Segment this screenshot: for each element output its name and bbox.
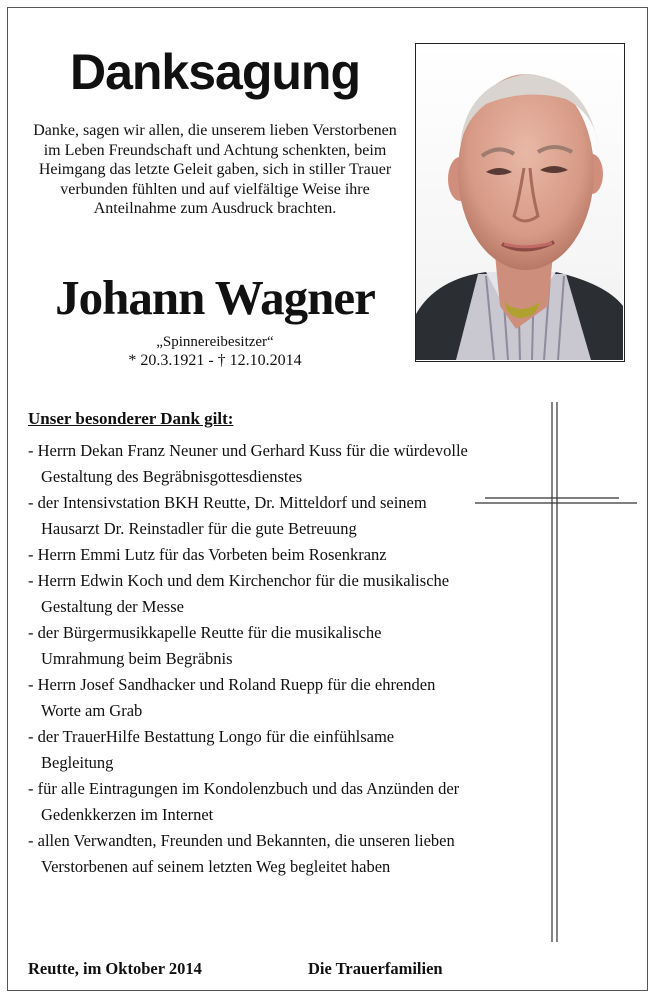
list-item: - Herrn Emmi Lutz für das Vorbeten beim Rosenkranz <box>28 542 468 568</box>
deceased-name: Johann Wagner <box>55 270 375 325</box>
thanks-list <box>28 438 468 880</box>
list-item: - Herrn Dekan Franz Neuner und Gerhard Kuss für die würdevolle Gestaltung des Begräbnisgottesdienstes <box>28 438 468 490</box>
list-item: - für alle Eintragungen im Kondolenzbuch und das Anzünden der Gedenkkerzen im Internet <box>28 776 468 828</box>
signature: Die Trauerfamilien <box>308 959 443 978</box>
list-item: - der Intensivstation BKH Reutte, Dr. Mitteldorf und seinem Hausarzt Dr. Reinstadler für die gute Betreuung <box>28 490 468 542</box>
thanks-heading: Unser besonderer Dank gilt: <box>28 409 234 428</box>
portrait-photo <box>415 43 625 362</box>
list-item: - der TrauerHilfe Bestattung Longo für die einfühlsame Begleitung <box>28 724 468 776</box>
list-item: - der Bürgermusikkapelle Reutte für die musikalische Umrahmung beim Begräbnis <box>28 620 468 672</box>
life-dates: * 20.3.1921 - † 12.10.2014 <box>128 352 302 369</box>
intro-text: Danke, sagen wir allen, die unserem lieben Verstorbenen im Leben Freundschaft und Achtung schenkten, beim Heimgang das letzte Geleit gaben, sich in stiller Trauer verbunden fühlten und auf vielfältige Weise ihre Anteilnahme zum Ausdruck brachten. <box>33 122 397 217</box>
place-date: Reutte, im Oktober 2014 <box>28 959 202 978</box>
notice-title: Danksagung <box>69 44 361 100</box>
cross-icon <box>475 402 637 942</box>
list-item: - Herrn Edwin Koch und dem Kirchenchor für die musikalische Gestaltung der Messe <box>28 568 468 620</box>
deceased-occupation: „Spinnereibesitzer“ <box>156 334 274 350</box>
list-item: - allen Verwandten, Freunden und Bekannten, die unseren lieben Verstorbenen auf seinem letzten Weg begleitet haben <box>28 828 468 880</box>
portrait-illustration <box>416 44 623 360</box>
list-item: - Herrn Josef Sandhacker und Roland Ruepp für die ehrenden Worte am Grab <box>28 672 468 724</box>
